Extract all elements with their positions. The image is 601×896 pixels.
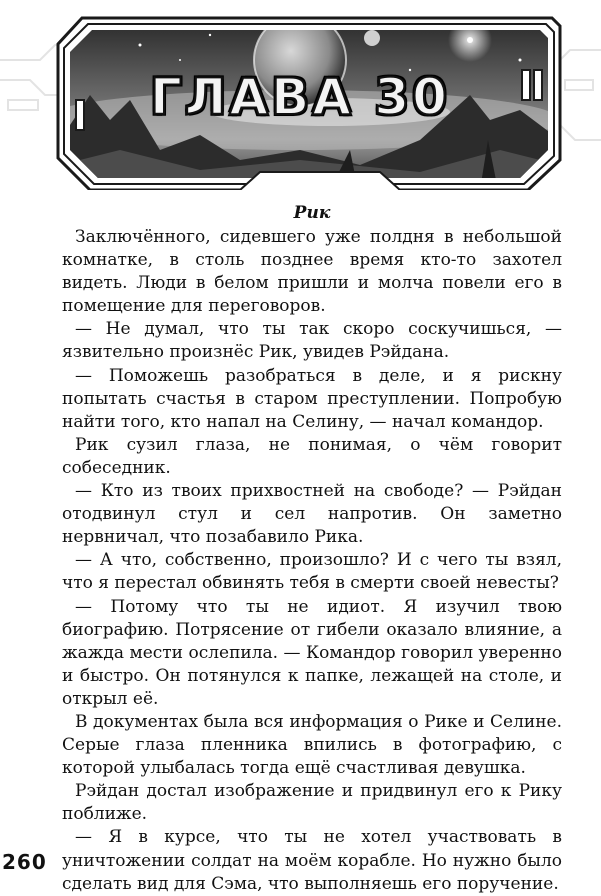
paragraph: — Я в курсе, что ты не хотел участвовать в уничтожении солдат на моём корабле. Но нужно было сделать вид для Сэма, что выполняешь его поручение. bbox=[62, 827, 562, 894]
page-number: 260 bbox=[2, 850, 47, 874]
paragraph: — А что, собственно, произошло? И с чего ты взял, что я перестал обвинять тебя в смерти своей невесты? bbox=[62, 550, 562, 594]
paragraph: — Не думал, что ты так скоро соскучишься, — язвительно произнёс Рик, увидев Рэйдана. bbox=[62, 319, 562, 363]
chapter-body bbox=[62, 202, 562, 896]
paragraph: Рэйдан достал изображение и придвинул его к Рику поближе. bbox=[62, 781, 562, 825]
paragraph: — Поможешь разобраться в деле, и я рискну попытать счастья в старом преступлении. Попробую найти того, кто напал на Селину, — начал командор. bbox=[62, 365, 562, 432]
paragraph: В документах была вся информация о Рике и Селине. Серые глаза пленника впились в фотографию, с которой улыбалась тогда ещё счастливая девушка. bbox=[62, 711, 562, 779]
paragraph: — Потому что ты не идиот. Я изучил твою биографию. Потрясение от гибели оказало влияние, а жажда мести ослепила. — Командор говорил уверенно и быстро. Он потянулся к папке, лежащей на столе, и открыл её. bbox=[62, 596, 562, 709]
section-heading: Рик bbox=[293, 203, 331, 223]
chapter-banner bbox=[0, 0, 601, 190]
chapter-title: ГЛАВА 30 bbox=[150, 68, 450, 126]
paragraph: Заключённого, сидевшего уже полдня в небольшой комнатке, в столь позднее время кто-то захотел видеть. Люди в белом пришли и молча повели его в помещение для переговоров. bbox=[62, 227, 562, 317]
paragraph: Рик сузил глаза, не понимая, о чём говорит собеседник. bbox=[62, 434, 562, 478]
paragraph: — Кто из твоих прихвостней на свободе? — Рэйдан отодвинул стул и сел напротив. Он заметно нервничал, что позабавило Рика. bbox=[62, 481, 562, 548]
